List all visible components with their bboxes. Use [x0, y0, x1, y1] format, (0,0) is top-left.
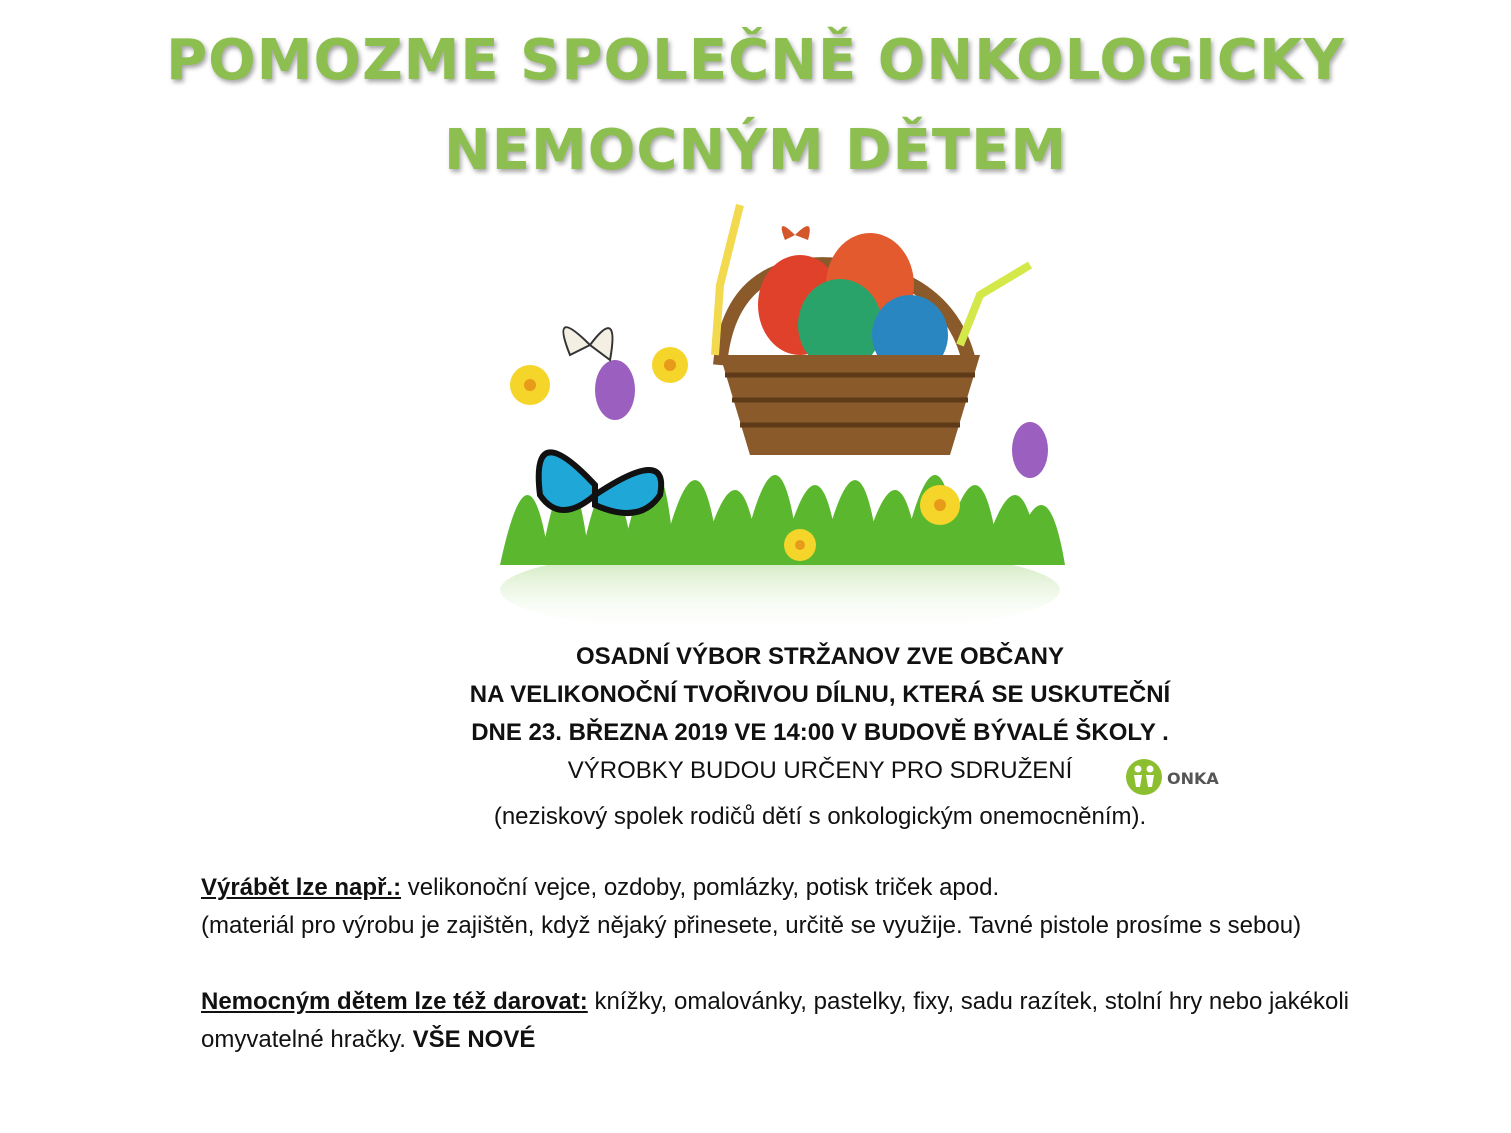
invitation-line-4: VÝROBKY BUDOU URČENY PRO SDRUŽENÍ — [567, 757, 1073, 784]
details-label-2: Nemocným dětem lze též darovat: — [201, 988, 588, 1015]
details-paragraph-3 — [201, 983, 1391, 1059]
title-line-2: NEMOCNÝM DĚTEM — [443, 118, 1068, 183]
details-label-1: Výrábět lze např.: — [201, 874, 402, 901]
title-line-1: POMOZME SPOLEČNĚ ONKOLOGICKY — [166, 28, 1345, 93]
easter-basket-illustration — [470, 195, 1090, 640]
invitation-line-1: OSADNÍ VÝBOR STRŽANOV ZVE OBČANY — [575, 643, 1065, 670]
blue-butterfly-icon — [539, 452, 662, 513]
orange-butterfly-icon — [782, 226, 810, 240]
invitation-line-2: NA VELIKONOČNÍ TVOŘIVOU DÍLNU, KTERÁ SE USKUTEČNÍ — [469, 681, 1171, 708]
details-emphasis: VŠE NOVÉ — [412, 1026, 536, 1053]
onka-logo-text: ONKA — [1167, 769, 1219, 788]
invitation-line-3: DNE 23. BŘEZNA 2019 VE 14:00 V BUDOVĚ BÝVALÉ ŠKOLY . — [471, 719, 1169, 746]
details-text-3: knížky, omalovánky, pastelky, fixy, sadu razítek, stolní hry nebo jakékoli omyvatelné hračky. — [201, 988, 1349, 1053]
onka-children-logo-icon — [1126, 759, 1162, 795]
ribbon-right — [960, 265, 1030, 345]
invitation-line-5: (neziskový spolek rodičů dětí s onkologickým onemocněním). — [493, 803, 1147, 830]
white-butterfly-icon — [563, 327, 612, 360]
basket — [720, 355, 980, 455]
details-paragraph-1 — [201, 869, 1391, 907]
details-text-1: velikonoční vejce, ozdoby, pomlázky, potisk triček apod. — [401, 874, 1000, 901]
details-paragraph-2: (materiál pro výrobu je zajištěn, když nějaký přinesete, určitě se využije. Tavné pistole prosíme s sebou) — [201, 912, 1302, 939]
onka-logo — [1124, 757, 1244, 797]
